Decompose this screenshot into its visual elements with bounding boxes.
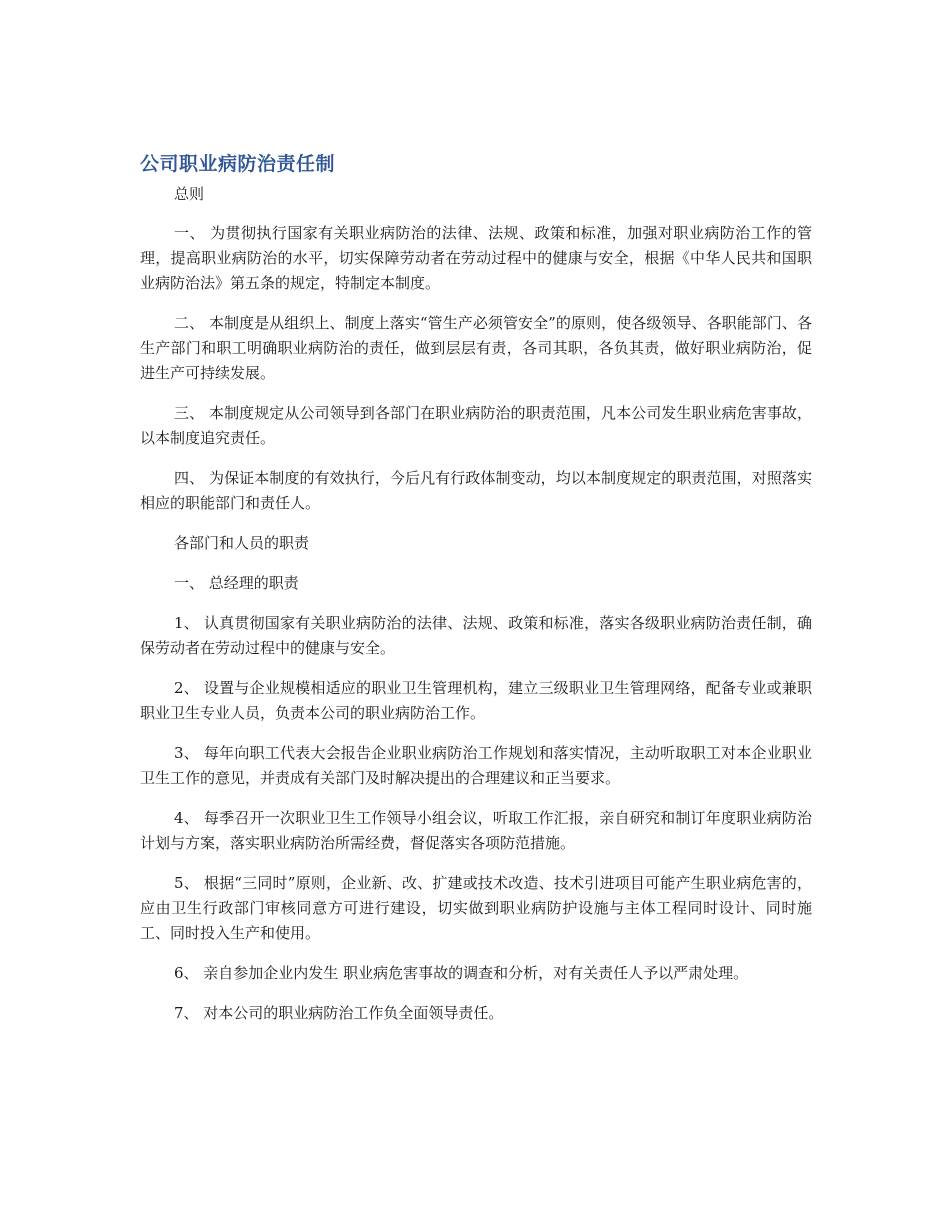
subsection-heading-gm: 一、 总经理的职责 [174, 574, 299, 592]
general-paragraph-1: 一、 为贯彻执行国家有关职业病防治的法律、法规、政策和标准，加强对职业病防治工作的管理，提高职业病防治的水平，切实保障劳动者在劳动过程中的健康与安全，根据《中华人民共和国职业病防治法》第五条的规定，特制定本制度。 [140, 224, 812, 292]
document-title: 公司职业病防治责任制 [140, 153, 336, 175]
gm-duty-6: 6、 亲自参加企业内发生 职业病危害事故的调查和分析，对有关责任人予以严肃处理。 [174, 964, 749, 982]
general-paragraph-2: 二、 本制度是从组织上、制度上落实“管生产必须管安全”的原则，使各级领导、各职能部门、各生产部门和职工明确职业病防治的责任，做到层层有责，各司其职，各负其责，做好职业病防治，促进生产可持续发展。 [140, 314, 812, 382]
gm-duty-5: 5、 根据“三同时”原则，企业新、改、扩建或技术改造、技术引进项目可能产生职业病危害的，应由卫生行政部门审核同意方可进行建设，切实做到职业病防护设施与主体工程同时设计、同时施工、同时投入生产和使用。 [140, 874, 812, 942]
general-paragraph-3: 三、 本制度规定从公司领导到各部门在职业病防治的职责范围，凡本公司发生职业病危害事故，以本制度追究责任。 [140, 404, 812, 447]
document-page [140, 150, 812, 1041]
gm-duty-4: 4、 每季召开一次职业卫生工作领导小组会议，听取工作汇报，亲自研究和制订年度职业病防治计划与方案，落实职业病防治所需经费，督促落实各项防范措施。 [140, 809, 812, 852]
gm-duty-2: 2、 设置与企业规模相适应的职业卫生管理机构，建立三级职业卫生管理网络，配备专业或兼职职业卫生专业人员，负责本公司的职业病防治工作。 [140, 679, 812, 722]
gm-duty-1: 1、 认真贯彻国家有关职业病防治的法律、法规、政策和标准，落实各级职业病防治责任制，确保劳动者在劳动过程中的健康与安全。 [140, 614, 812, 657]
gm-duty-7: 7、 对本公司的职业病防治工作负全面领导责任。 [174, 1004, 504, 1022]
gm-duty-3: 3、 每年向职工代表大会报告企业职业病防治工作规划和落实情况，主动听取职工对本企业职业卫生工作的意见，并责成有关部门及时解决提出的合理建议和正当要求。 [140, 744, 812, 787]
section-heading-general: 总则 [174, 185, 205, 203]
general-paragraph-4: 四、 为保证本制度的有效执行，今后凡有行政体制变动，均以本制度规定的职责范围，对照落实相应的职能部门和责任人。 [140, 469, 812, 512]
section-heading-duties: 各部门和人员的职责 [174, 534, 310, 552]
